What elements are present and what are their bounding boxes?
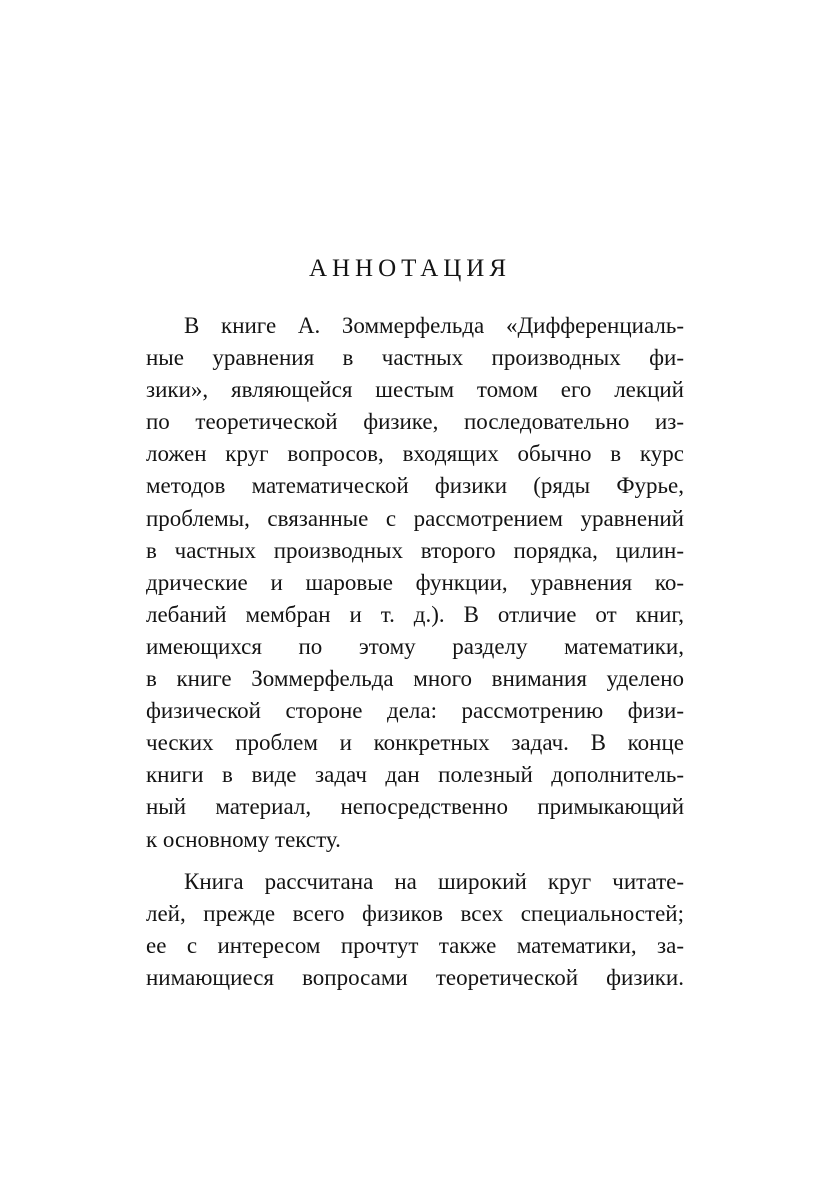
annotation-heading: АННОТАЦИЯ <box>308 255 512 282</box>
paragraph-line: проблемы, связанные с рассмотрением уравнений <box>146 505 684 531</box>
paragraph-line: зики», являющейся шестым томом его лекций <box>146 377 684 403</box>
paragraph-line: ложен круг вопросов, входящих обычно в курс <box>146 441 684 467</box>
paragraph-line: в частных производных второго порядка, цилин- <box>146 537 684 563</box>
paragraph-line: В книге А. Зоммерфельда «Дифференциаль- <box>184 313 684 338</box>
paragraph-2 <box>146 866 684 994</box>
paragraph-line: дрические и шаровые функции, уравнения ко- <box>146 569 684 595</box>
annotation-body <box>146 310 684 994</box>
paragraph-line: к основному тексту. <box>146 826 341 852</box>
paragraph-line: книги в виде задач дан полезный дополнитель- <box>146 762 684 788</box>
paragraph-line: лей, прежде всего физиков всех специальностей; <box>146 900 684 926</box>
paragraph-line: ее с интересом прочтут также математики, за- <box>146 932 684 958</box>
paragraph-line: лебаний мембран и т. д.). В отличие от книг, <box>146 601 684 627</box>
paragraph-line: нимающиеся вопросами теоретической физики. <box>146 964 684 990</box>
paragraph-line: в книге Зоммерфельда много внимания уделено <box>146 666 684 692</box>
paragraph-gap <box>146 856 684 866</box>
paragraph-line: по теоретической физике, последовательно из- <box>146 409 684 435</box>
paragraph-line: методов математической физики (ряды Фурье, <box>146 473 684 499</box>
paragraph-line: имеющихся по этому разделу математики, <box>146 633 684 659</box>
paragraph-line: ный материал, непосредственно примыкающий <box>146 794 684 820</box>
paragraph-1 <box>146 310 684 856</box>
paragraph-line: ные уравнения в частных производных фи- <box>146 345 684 371</box>
paragraph-line: ческих проблем и конкретных задач. В конце <box>146 730 684 756</box>
paragraph-line: Книга рассчитана на широкий круг читате- <box>184 868 684 894</box>
paragraph-line: физической стороне дела: рассмотрению физи- <box>146 698 684 724</box>
